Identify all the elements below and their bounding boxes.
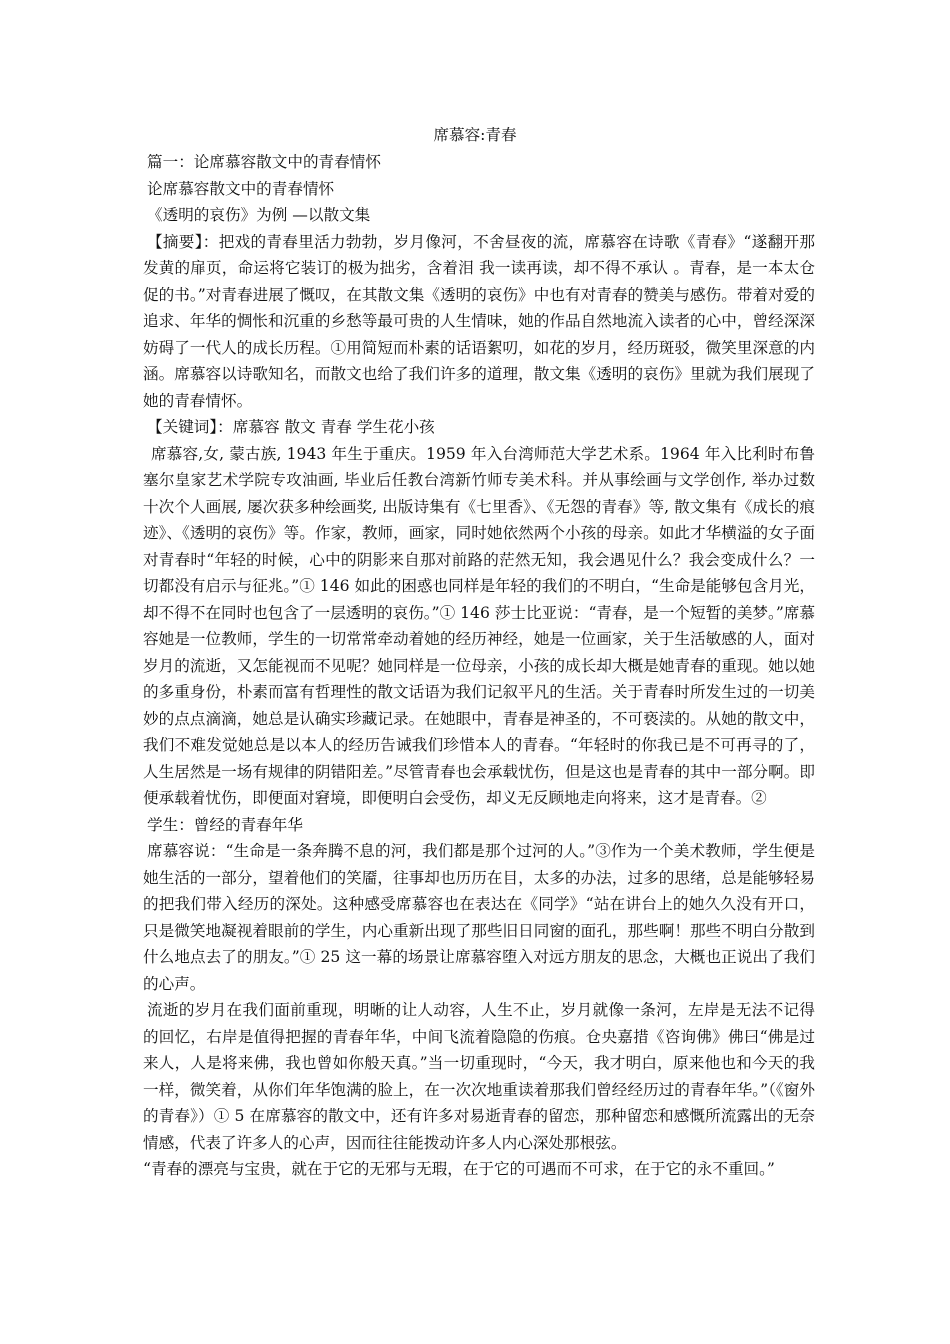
document-title: 席慕容:青春 [433, 126, 517, 144]
keywords-paragraph: 【关键词】：席慕容 散文 青春 学生花小孩 [147, 418, 435, 436]
heading-part-one: 篇一：论席慕容散文中的青春情怀 [147, 153, 381, 171]
abstract-paragraph: 【摘要】：把戏的青春里活力勃勃，岁月像河，不舍昼夜的流，席慕容在诗歌《青春》“遂翻开那发黄的扉页，命运将它装订的极为拙劣，含着泪 我一读再读，却不得不承认 。青春，是一本太仓促的书。”对青春进展了慨叹，在其散文集《透明的哀伤》中也有对青春的赞美与感伤。带着对爱的追求、年华的惆怅和沉重的乡愁等最可贵的人生情味，她的作品自然地流入读者的心中，曾经深深妨碍了一代人的成长历程。①用简短而朴素的话语絮叨，如花的岁月，经历斑驳，微笑里深意的内涵。席慕容以诗歌知名，而散文也给了我们许多的道理，散文集《透明的哀伤》里就为我们展现了她的青春情怀。 [143, 232, 815, 410]
body-paragraph-biography: 席慕容,女, 蒙古族, 1943 年生于重庆。1959 年入台湾师范大学艺术系。1964 年入比利时布鲁塞尔皇家艺术学院专攻油画, 毕业后任教台湾新竹师专美术科。并从事绘画与文学创作, 举办过数十次个人画展, 屡次获多种绘画奖, 出版诗集有《七里香》、《无怨的青春》等, 散文集有《成长的痕迹》、《透明的哀伤》等。作家，教师，画家，同时她依然两个小孩的母亲。如此才华横溢的女子面对青春时“年轻的时候，心中的阴影来自那对前路的茫然无知，我会遇见什么？我会变成什么？一切都没有启示与征兆。”① 146 如此的困惑也同样是年轻的我们的不明白，“生命是能够包含月光，却不得不在同时也包含了一层透明的哀伤。”① 146 莎士比亚说：“青春，是一个短暂的美梦。”席慕容她是一位教师，学生的一切常常牵动着她的经历神经，她是一位画家，关于生活敏感的人，面对岁月的流逝，又怎能视而不见呢？她同样是一位母亲，小孩的成长却大概是她青春的重现。她以她的多重身份，朴素而富有哲理性的散文话语为我们记叙平凡的生活。关于青春时所发生过的一切美妙的点点滴滴，她总是认确实珍藏记录。在她眼中，青春是神圣的，不可亵渎的。从她的散文中，我们不难发觉她总是以本人的经历告诫我们珍惜本人的青春。“年轻时的你我已是不可再寻的了，人生居然是一场有规律的阴错阳差。”尽管青春也会承载忧伤，但是这也是青春的其中一部分啊。即便承载着忧伤，即便面对窘境，即便明白会受伤，却义无反顾地走向将来，这才是青春。② [143, 444, 815, 807]
body-paragraph-students: 席慕容说：“生命是一条奔腾不息的河，我们都是那个过河的人。”③作为一个美术教师，学生便是她生活的一部分，望着他们的笑靥，往事却也历历在目，太多的办法，过多的思绪，总是能够轻易的把我们带入经历的深处。这种感受席慕容也在表达在《同学》“站在讲台上的她久久没有开口，只是微笑地凝视着眼前的学生，内心重新出现了那些旧日同窗的面孔，那些啊！那些不明白分散到什么地点去了的朋友。”① 25 这一幕的场景让席慕容堕入对远方朋友的思念，大概也正说出了我们的心声。 [143, 842, 815, 993]
heading-subtitle: 《透明的哀伤》为例 —以散文集 [147, 206, 371, 224]
heading-essay-title: 论席慕容散文中的青春情怀 [147, 179, 335, 198]
body-paragraph-quote: “青春的漂亮与宝贵，就在于它的无邪与无瑕，在于它的可遇而不可求，在于它的永不重回。” [143, 1160, 775, 1178]
section-heading-students: 学生：曾经的青春年华 [147, 815, 303, 834]
document-body [143, 149, 815, 1183]
body-paragraph-years: 流逝的岁月在我们面前重现，明晰的让人动容，人生不止，岁月就像一条河，左岸是无法不记得的回忆，右岸是值得把握的青春年华，中间飞流着隐隐的伤痕。仓央嘉措《咨询佛》佛曰“佛是过来人，人是将来佛，我也曾如你般天真。”当一切重现时，“今天，我才明白，原来他也和今天的我一样，微笑着，从你们年华饱满的脸上，在一次次地重读着那我们曾经经历过的青春年华。”（《窗外的青春》）① 5 在席慕容的散文中，还有许多对易逝青春的留恋，那种留恋和感慨所流露出的无奈情感，代表了许多人的心声，因而往往能拨动许多人内心深处那根弦。 [143, 1001, 815, 1152]
